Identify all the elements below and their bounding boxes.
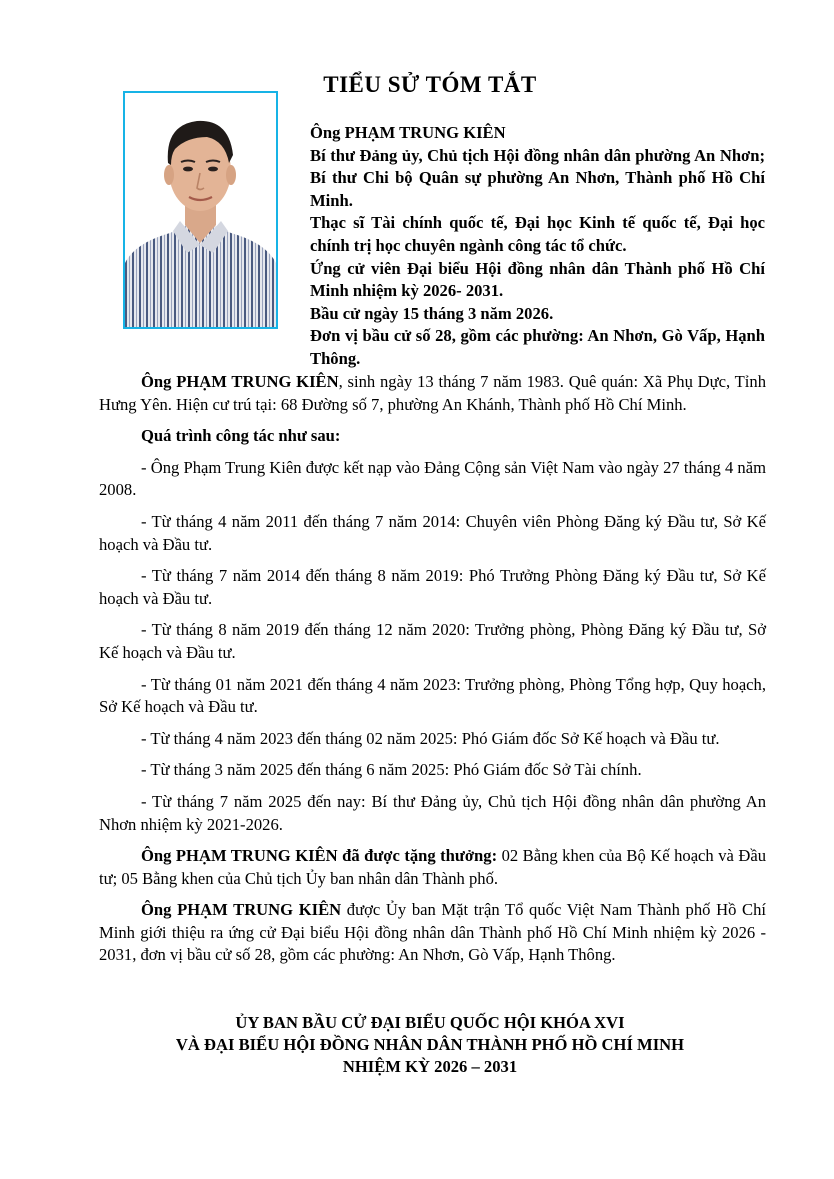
- intro-name: Ông PHẠM TRUNG KIÊN: [141, 372, 339, 391]
- career-heading: Quá trình công tác như sau:: [141, 426, 341, 446]
- candidate-summary: [310, 122, 765, 371]
- nomination-name: Ông PHẠM TRUNG KIÊN: [141, 900, 342, 920]
- career-item: - Từ tháng 3 năm 2025 đến tháng 6 năm 2025: Phó Giám đốc Sở Tài chính.: [141, 760, 642, 780]
- election-date: Bầu cử ngày 15 tháng 3 năm 2026.: [310, 303, 554, 323]
- candidate-candidacy: Ứng cử viên Đại biểu Hội đồng nhân dân Thành phố Hồ Chí Minh nhiệm kỳ 2026- 2031.: [310, 258, 765, 301]
- career-item: - Từ tháng 7 năm 2014 đến tháng 8 năm 2019: Phó Trưởng Phòng Đăng ký Đầu tư, Sở Kế hoạch và Đầu tư.: [99, 566, 766, 608]
- portrait-image: [125, 93, 276, 327]
- committee-line-2: VÀ ĐẠI BIỂU HỘI ĐỒNG NHÂN DÂN THÀNH PHỐ HỒ CHÍ MINH: [175, 1035, 685, 1054]
- awards-paragraph: [99, 845, 766, 890]
- committee-line-3: NHIỆM KỲ 2026 – 2031: [342, 1057, 518, 1076]
- candidate-name: Ông PHẠM TRUNG KIÊN: [310, 123, 506, 142]
- awards-text: 02 Bằng khen của Bộ Kế hoạch và Đầu tư; 05 Bằng khen của Chủ tịch Ủy ban nhân dân Thành phố.: [99, 846, 766, 888]
- career-item: - Từ tháng 7 năm 2025 đến nay: Bí thư Đảng ủy, Chủ tịch Hội đồng nhân dân phường An Nhơn nhiệm kỳ 2021-2026.: [99, 791, 766, 834]
- intro-paragraph: [99, 371, 766, 416]
- candidate-position: Bí thư Đảng ủy, Chủ tịch Hội đồng nhân dân phường An Nhơn; Bí thư Chi bộ Quân sự phường An Nhơn, Thành phố Hồ Chí Minh.: [310, 145, 765, 210]
- committee-line-1: ỦY BAN BẦU CỬ ĐẠI BIỂU QUỐC HỘI KHÓA XVI: [235, 1013, 625, 1032]
- awards-lead: Ông PHẠM TRUNG KIÊN đã được tặng thưởng:: [141, 846, 498, 866]
- nomination-paragraph: [99, 899, 766, 967]
- candidate-education: Thạc sĩ Tài chính quốc tế, Đại học Kinh tế quốc tế, Đại học chính trị học chuyên ngành công tác tổ chức.: [310, 213, 765, 255]
- biography-body: [99, 371, 766, 976]
- document-title: TIỂU SỬ TÓM TẮT: [323, 72, 537, 97]
- election-unit: Đơn vị bầu cử số 28, gồm các phường: An Nhơn, Gò Vấp, Hạnh Thông.: [310, 326, 765, 368]
- career-item: - Ông Phạm Trung Kiên được kết nạp vào Đảng Cộng sản Việt Nam vào ngày 27 tháng 4 năm 2008.: [99, 457, 766, 500]
- nomination-text: được Ủy ban Mặt trận Tổ quốc Việt Nam Thành phố Hồ Chí Minh giới thiệu ra ứng cử Đại biểu Hội đồng nhân dân Thành phố Hồ Chí Minh nhiệm kỳ 2026 - 2031, đơn vị bầu cử số 28, gồm các phường: An Nhơn, Gò Vấp, Hạnh Thông.: [99, 900, 766, 965]
- career-item: - Từ tháng 4 năm 2011 đến tháng 7 năm 2014: Chuyên viên Phòng Đăng ký Đầu tư, Sở Kế hoạch và Đầu tư.: [99, 511, 766, 554]
- issuing-committee: [130, 1012, 730, 1078]
- portrait-photo: [123, 91, 278, 329]
- career-item: - Từ tháng 01 năm 2021 đến tháng 4 năm 2023: Trưởng phòng, Phòng Tổng hợp, Quy hoạch, Sở Kế hoạch và Đầu tư.: [99, 674, 766, 717]
- career-item: - Từ tháng 8 năm 2019 đến tháng 12 năm 2020: Trưởng phòng, Phòng Đăng ký Đầu tư, Sở Kế hoạch và Đầu tư.: [99, 620, 766, 662]
- intro-text: , sinh ngày 13 tháng 7 năm 1983. Quê quán: Xã Phụ Dực, Tỉnh Hưng Yên. Hiện cư trú tại: 68 Đường số 7, phường An Khánh, Thành phố Hồ Chí Minh.: [99, 372, 767, 414]
- career-item: - Từ tháng 4 năm 2023 đến tháng 02 năm 2025: Phó Giám đốc Sở Kế hoạch và Đầu tư.: [141, 728, 720, 748]
